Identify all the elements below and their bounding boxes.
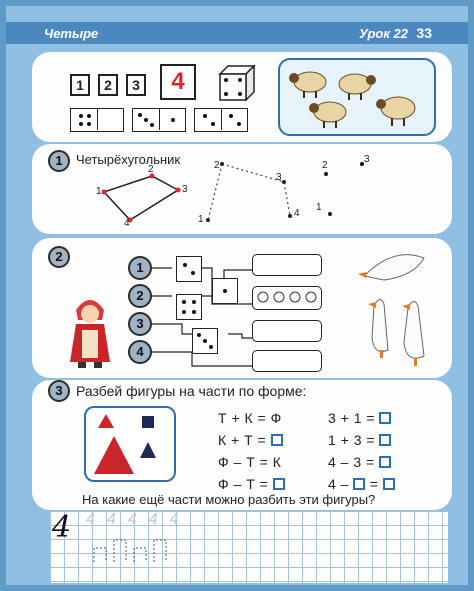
dot-label-b2: 2 <box>322 160 328 171</box>
dot-label-a1: 1 <box>198 214 204 225</box>
answer-box-1[interactable] <box>252 254 322 276</box>
eq-right-1 <box>328 410 391 426</box>
eq-left-1 <box>218 410 282 426</box>
quadrilateral-panel <box>32 144 452 234</box>
page-header <box>6 22 468 44</box>
eq-right-3-text: 4 – 3 = <box>328 454 380 470</box>
match-number-4: 4 <box>128 340 152 364</box>
copy-digits <box>86 511 206 531</box>
workbook-page <box>6 6 468 585</box>
shapes-figure <box>86 408 174 480</box>
task-number-2: 2 <box>48 246 70 268</box>
domino-3 <box>194 108 248 132</box>
answer-box-2 <box>252 286 322 310</box>
copy-digit: 4 <box>86 511 107 528</box>
dice-face-2 <box>176 256 202 282</box>
quadrilateral-figure <box>92 168 192 232</box>
eq-left-2 <box>218 432 283 448</box>
eq-left-4 <box>218 476 285 492</box>
sheep-picture <box>278 58 436 136</box>
dot-label-a3: 3 <box>276 172 282 183</box>
header-lesson: Урок 22 <box>358 26 408 41</box>
eq-left-3 <box>218 454 281 470</box>
page-number: 33 <box>416 25 432 41</box>
answer-square[interactable] <box>353 478 365 490</box>
dice-cube <box>218 64 256 102</box>
quad-vertex-2: 2 <box>148 164 154 175</box>
dot-label-b1: 1 <box>316 202 322 213</box>
number-card-3: 3 <box>126 74 146 96</box>
dice-face-1 <box>212 278 238 304</box>
quad-vertex-3: 3 <box>182 184 188 195</box>
counting-panel <box>32 52 452 142</box>
girl-illustration <box>66 290 114 370</box>
eq-left-2-text: К + Т = <box>218 432 271 448</box>
answer-box-3[interactable] <box>252 320 322 342</box>
task-number-3: 3 <box>48 380 70 402</box>
eq-left-1-text: Т + К = Ф <box>218 410 282 426</box>
answer-square[interactable] <box>273 478 285 490</box>
answer-square[interactable] <box>383 478 395 490</box>
dot-label-b3: 3 <box>364 154 370 165</box>
task-3-title: Разбей фигуры на части по форме: <box>76 383 307 399</box>
domino-2 <box>132 108 186 132</box>
dot-label-a4: 4 <box>294 208 300 219</box>
header-topic: Четыре <box>44 26 99 41</box>
sheep-illustration <box>280 60 434 134</box>
answer-square[interactable] <box>379 456 391 468</box>
sample-digit-4: 4 <box>52 510 72 545</box>
domino-1 <box>70 108 124 132</box>
answer-square[interactable] <box>379 412 391 424</box>
matching-panel <box>32 238 452 378</box>
match-number-3: 3 <box>128 312 152 336</box>
answer-square[interactable] <box>379 434 391 446</box>
eq-right-2 <box>328 432 391 448</box>
eq-right-3 <box>328 454 391 470</box>
copy-digit: 4 <box>169 511 191 528</box>
eq-right-1-text: 3 + 1 = <box>328 410 380 426</box>
match-number-2: 2 <box>128 284 152 308</box>
quad-vertex-4: 4 <box>124 218 130 229</box>
match-number-1: 1 <box>128 256 152 280</box>
eq-right-4-text: 4 – <box>328 476 354 492</box>
number-card-1: 1 <box>70 74 90 96</box>
eq-right-4-suffix: = <box>365 476 383 492</box>
eq-right-4 <box>328 476 395 492</box>
shapes-card <box>84 406 176 482</box>
eq-right-2-text: 1 + 3 = <box>328 432 380 448</box>
dice-face-3 <box>192 328 218 354</box>
dot-label-a2: 2 <box>214 160 220 171</box>
geese-illustration <box>354 246 446 374</box>
shapes-panel <box>32 380 452 510</box>
dice-face-4 <box>176 294 202 320</box>
eq-left-4-text: Ф – Т = <box>218 476 273 492</box>
dotted-pattern <box>92 536 192 566</box>
copy-digit: 4 <box>127 511 149 528</box>
answer-box-4[interactable] <box>252 350 322 372</box>
task-3-question: На какие ещё части можно разбить эти фигуры? <box>82 492 376 507</box>
task-number-1: 1 <box>48 150 70 172</box>
number-card-2: 2 <box>98 74 118 96</box>
big-number-card: 4 <box>160 64 196 100</box>
eq-left-3-text: Ф – Т = К <box>218 454 282 470</box>
task-1-title: Четырёхугольник <box>76 152 181 167</box>
answer-square[interactable] <box>271 434 283 446</box>
flowers-icon <box>253 287 319 307</box>
quad-vertex-1: 1 <box>96 186 102 197</box>
copy-digit: 4 <box>106 511 128 528</box>
copy-digit: 4 <box>148 511 170 528</box>
